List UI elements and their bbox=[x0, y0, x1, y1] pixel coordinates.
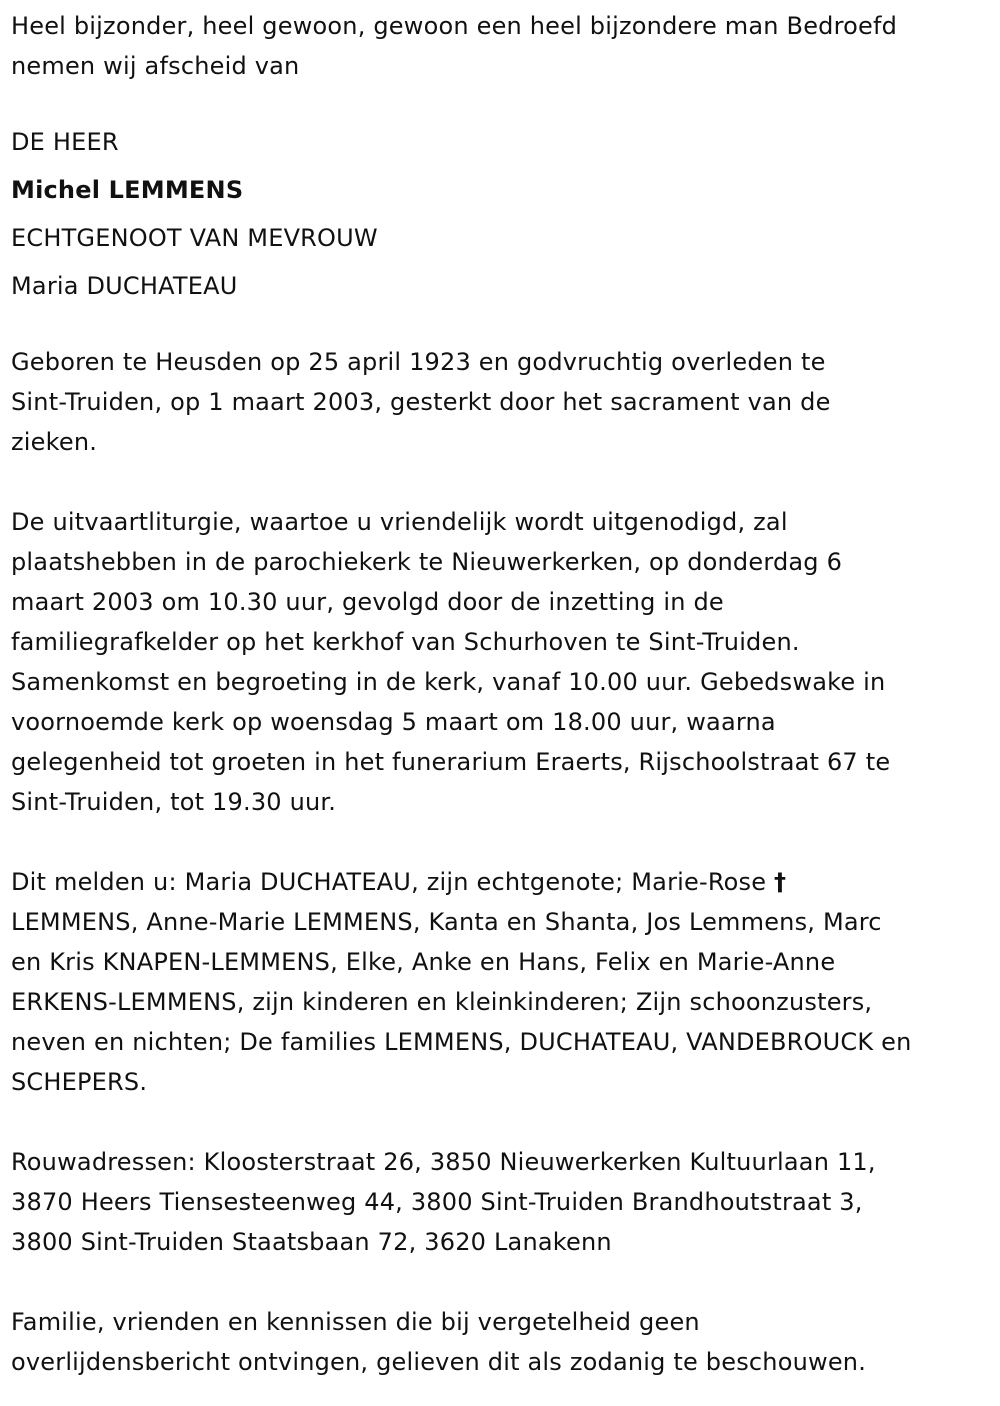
addresses-paragraph bbox=[11, 1142, 989, 1262]
paragraph-line: SCHEPERS. bbox=[11, 1068, 148, 1096]
closing-paragraph bbox=[11, 1302, 989, 1382]
paragraph-line: plaatshebben in de parochiekerk te Nieuwerkerken, op donderdag 6 bbox=[11, 548, 843, 576]
paragraph-line: Samenkomst en begroeting in de kerk, vanaf 10.00 uur. Gebedswake in bbox=[11, 668, 886, 696]
intro-line: Heel bijzonder, heel gewoon, gewoon een heel bijzondere man Bedroefd bbox=[11, 12, 898, 40]
deceased-name: Michel LEMMENS bbox=[11, 176, 244, 204]
paragraph-line: 3870 Heers Tiensesteenweg 44, 3800 Sint-Truiden Brandhoutstraat 3, bbox=[11, 1188, 863, 1216]
paragraph-line: voornoemde kerk op woensdag 5 maart om 18.00 uur, waarna bbox=[11, 708, 776, 736]
intro-paragraph bbox=[11, 6, 989, 86]
paragraph-line: Geboren te Heusden op 25 april 1923 en godvruchtig overleden te bbox=[11, 348, 826, 376]
deceased-heading bbox=[11, 118, 989, 310]
spouse-label: ECHTGENOOT VAN MEVROUW bbox=[11, 224, 378, 252]
paragraph-line: neven en nichten; De families LEMMENS, DUCHATEAU, VANDEBROUCK en bbox=[11, 1028, 912, 1056]
paragraph-line: zieken. bbox=[11, 428, 98, 456]
intro-line: nemen wij afscheid van bbox=[11, 52, 300, 80]
paragraph-line: ERKENS-LEMMENS, zijn kinderen en kleinkinderen; Zijn schoonzusters, bbox=[11, 988, 873, 1016]
deceased-cross-icon: † bbox=[774, 868, 787, 896]
paragraph-line: en Kris KNAPEN-LEMMENS, Elke, Anke en Hans, Felix en Marie-Anne bbox=[11, 948, 836, 976]
announcers-paragraph bbox=[11, 862, 989, 1102]
spouse-name: Maria DUCHATEAU bbox=[11, 272, 238, 300]
announcers-line-start: Dit melden u: Maria DUCHATEAU, zijn echtgenote; Marie-Rose bbox=[11, 868, 775, 896]
title-prefix: DE HEER bbox=[11, 128, 119, 156]
paragraph-line: 3800 Sint-Truiden Staatsbaan 72, 3620 Lanakenn bbox=[11, 1228, 612, 1256]
paragraph-line: familiegrafkelder op het kerkhof van Schurhoven te Sint-Truiden. bbox=[11, 628, 800, 656]
paragraph-line: Rouwadressen: Kloosterstraat 26, 3850 Nieuwerkerken Kultuurlaan 11, bbox=[11, 1148, 876, 1176]
paragraph-line: De uitvaartliturgie, waartoe u vriendelijk wordt uitgenodigd, zal bbox=[11, 508, 788, 536]
paragraph-line: Sint-Truiden, op 1 maart 2003, gesterkt door het sacrament van de bbox=[11, 388, 831, 416]
paragraph-line: gelegenheid tot groeten in het funerarium Eraerts, Rijschoolstraat 67 te bbox=[11, 748, 891, 776]
paragraph-line: overlijdensbericht ontvingen, gelieven dit als zodanig te beschouwen. bbox=[11, 1348, 867, 1376]
paragraph-line: maart 2003 om 10.30 uur, gevolgd door de inzetting in de bbox=[11, 588, 724, 616]
paragraph-line bbox=[11, 862, 989, 902]
paragraph-line: Sint-Truiden, tot 19.30 uur. bbox=[11, 788, 337, 816]
birth-death-paragraph bbox=[11, 342, 989, 462]
obituary-document bbox=[11, 6, 989, 1382]
paragraph-line: Familie, vrienden en kennissen die bij vergetelheid geen bbox=[11, 1308, 700, 1336]
funeral-paragraph bbox=[11, 502, 989, 822]
paragraph-line: LEMMENS, Anne-Marie LEMMENS, Kanta en Shanta, Jos Lemmens, Marc bbox=[11, 908, 882, 936]
